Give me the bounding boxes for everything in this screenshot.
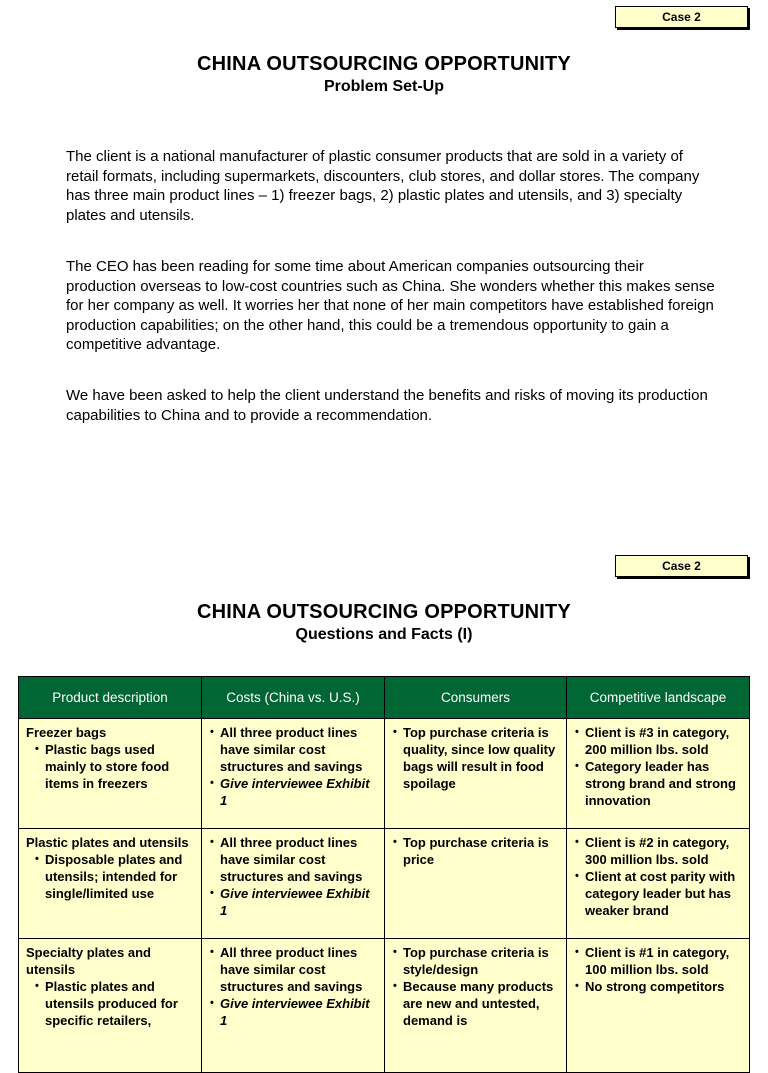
product-title: Plastic plates and utensils	[26, 835, 189, 850]
exhibit-note: Give interviewee Exhibit 1	[220, 886, 370, 918]
cell-product	[19, 939, 202, 1073]
page-subtitle-2: Questions and Facts (I)	[295, 626, 473, 643]
consumers-bullet: • Because many products are new and untested, demand is	[392, 978, 559, 1029]
case-label: Case 2	[615, 6, 748, 28]
consumers-bullet: • Top purchase criteria is quality, since low quality bags will result in food spoilage	[392, 724, 559, 792]
table-header-row	[19, 677, 750, 719]
costs-note	[209, 885, 377, 919]
cell-competitive	[567, 719, 750, 829]
table-row	[19, 829, 750, 939]
cell-costs	[202, 719, 385, 829]
paragraph-ceo: The CEO has been reading for some time about American companies outsourcing their production overseas to low-cost countries such as China. She wonders whether this makes sense for her company as well. It worries her that none of her main competitors have established foreign production capabilities; on the other hand, this could be a tremendous opportunity to gain a competitive advantage.	[66, 258, 715, 353]
cell-costs	[202, 939, 385, 1073]
page-title: CHINA OUTSOURCING OPPORTUNITY	[197, 53, 571, 75]
competitive-bullet: • No strong competitors	[574, 978, 742, 995]
cell-product	[19, 719, 202, 829]
header-costs: Costs (China vs. U.S.)	[202, 677, 385, 719]
consumers-bullet: • Top purchase criteria is style/design	[392, 944, 559, 978]
competitive-bullet: • Category leader has strong brand and strong innovation	[574, 758, 742, 809]
cell-consumers	[385, 719, 567, 829]
competitive-bullet: • Client is #2 in category, 300 million lbs. sold	[574, 834, 742, 868]
paragraph-client: The client is a national manufacturer of plastic consumer products that are sold in a variety of retail formats, including supermarkets, discounters, club stores, and dollar stores. The company has three main product lines – 1) freezer bags, 2) plastic plates and utensils, and 3) specialty plates and utensils.	[66, 148, 700, 224]
exhibit-note: Give interviewee Exhibit 1	[220, 776, 370, 808]
competitive-bullet: • Client is #3 in category, 200 million lbs. sold	[574, 724, 742, 758]
facts-table	[18, 676, 750, 1073]
header-consumers: Consumers	[385, 677, 567, 719]
product-title: Freezer bags	[26, 725, 107, 740]
cell-consumers	[385, 939, 567, 1073]
cell-consumers	[385, 829, 567, 939]
consumers-bullet: • Top purchase criteria is price	[392, 834, 559, 868]
product-title: Specialty plates and utensils	[26, 945, 151, 977]
cell-product	[19, 829, 202, 939]
costs-note	[209, 775, 377, 809]
case-label-2: Case 2	[615, 555, 748, 577]
product-bullet: • Plastic bags used mainly to store food items in freezers	[34, 741, 194, 792]
costs-bullet: • All three product lines have similar cost structures and savings	[209, 724, 377, 775]
product-bullet: • Plastic plates and utensils produced for specific retailers,	[34, 978, 194, 1029]
costs-bullet: • All three product lines have similar cost structures and savings	[209, 834, 377, 885]
product-bullet: • Disposable plates and utensils; intended for single/limited use	[34, 851, 194, 902]
competitive-bullet: • Client is #1 in category, 100 million lbs. sold	[574, 944, 742, 978]
cell-competitive	[567, 829, 750, 939]
competitive-bullet: • Client at cost parity with category leader but has weaker brand	[574, 868, 742, 919]
page-subtitle: Problem Set-Up	[323, 78, 444, 95]
exhibit-note: Give interviewee Exhibit 1	[220, 996, 370, 1028]
cell-costs	[202, 829, 385, 939]
header-competitive-landscape: Competitive landscape	[567, 677, 750, 719]
paragraph-task: We have been asked to help the client understand the benefits and risks of moving its production capabilities to China and to provide a recommendation.	[66, 387, 708, 424]
cell-competitive	[567, 939, 750, 1073]
header-product-description: Product description	[19, 677, 202, 719]
page-title-2: CHINA OUTSOURCING OPPORTUNITY	[197, 601, 571, 623]
table-row	[19, 939, 750, 1073]
costs-bullet: • All three product lines have similar cost structures and savings	[209, 944, 377, 995]
table-row	[19, 719, 750, 829]
